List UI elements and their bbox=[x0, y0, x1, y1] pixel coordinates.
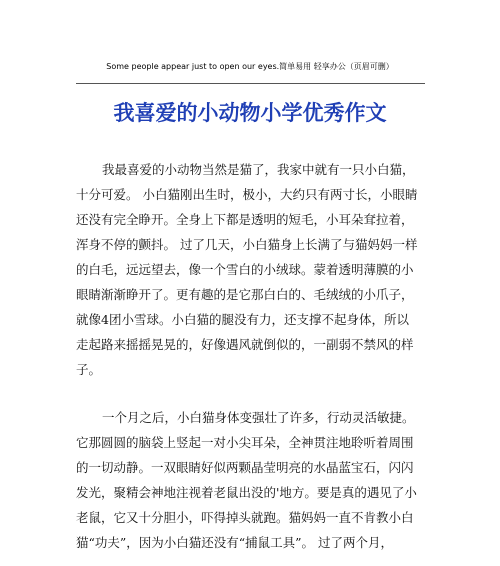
text-line: 走起路来摇摇晃晃的，好像遇风就倒似的，一副弱不禁风的样 bbox=[76, 337, 414, 352]
text-line: 的白毛，远远望去，像一个雪白的小绒球。蒙着透明薄膜的小 bbox=[76, 262, 414, 277]
text-line: 老鼠，它又十分胆小，吓得掉头就跑。猫妈妈一直不肯教小白 bbox=[76, 510, 414, 525]
text-line: 发光，聚精会神地注视着老鼠出没的'地方。要是真的遇见了小 bbox=[76, 485, 417, 500]
paragraph-1 bbox=[76, 157, 436, 382]
text-line: 猫“功夫”，因为小白猫还没有“捕鼠工具”。 过了两个月， bbox=[76, 535, 394, 550]
paragraph-2 bbox=[76, 405, 436, 555]
text-line: 一个月之后，小白猫身体变强壮了许多，行动灵活敏捷。 bbox=[102, 410, 415, 425]
text-line: 它那圆圆的脑袋上竖起一对小尖耳朵，全神贯注地聆听着周围 bbox=[76, 435, 414, 450]
text-line: 十分可爱。 小白猫刚出生时，极小，大约只有两寸长，小眼睛 bbox=[76, 187, 418, 202]
text-line: 就像4团小雪球。小白猫的腿没有力，还支撑不起身体，所以 bbox=[76, 312, 409, 327]
text-line: 的一切动静。一双眼睛好似两颗晶莹明亮的水晶蓝宝石，闪闪 bbox=[76, 460, 414, 475]
document-title: 我喜爱的小动物小学优秀作文 bbox=[113, 100, 387, 125]
text-line: 子。 bbox=[76, 362, 102, 377]
header-divider bbox=[76, 83, 425, 84]
text-line: 还没有完全睁开。全身上下都是透明的短毛，小耳朵耷拉着， bbox=[76, 212, 414, 227]
text-line: 眼睛渐渐睁开了。更有趣的是它那白白的、毛绒绒的小爪子， bbox=[76, 287, 414, 302]
text-line: 浑身不停的颤抖。 过了几天，小白猫身上长满了与猫妈妈一样 bbox=[76, 237, 418, 252]
text-line: 我最喜爱的小动物当然是猫了，我家中就有一只小白猫， bbox=[102, 162, 415, 177]
running-header: Some people appear just to open our eyes.简单易用 轻享办公（页眉可删） bbox=[106, 62, 394, 71]
